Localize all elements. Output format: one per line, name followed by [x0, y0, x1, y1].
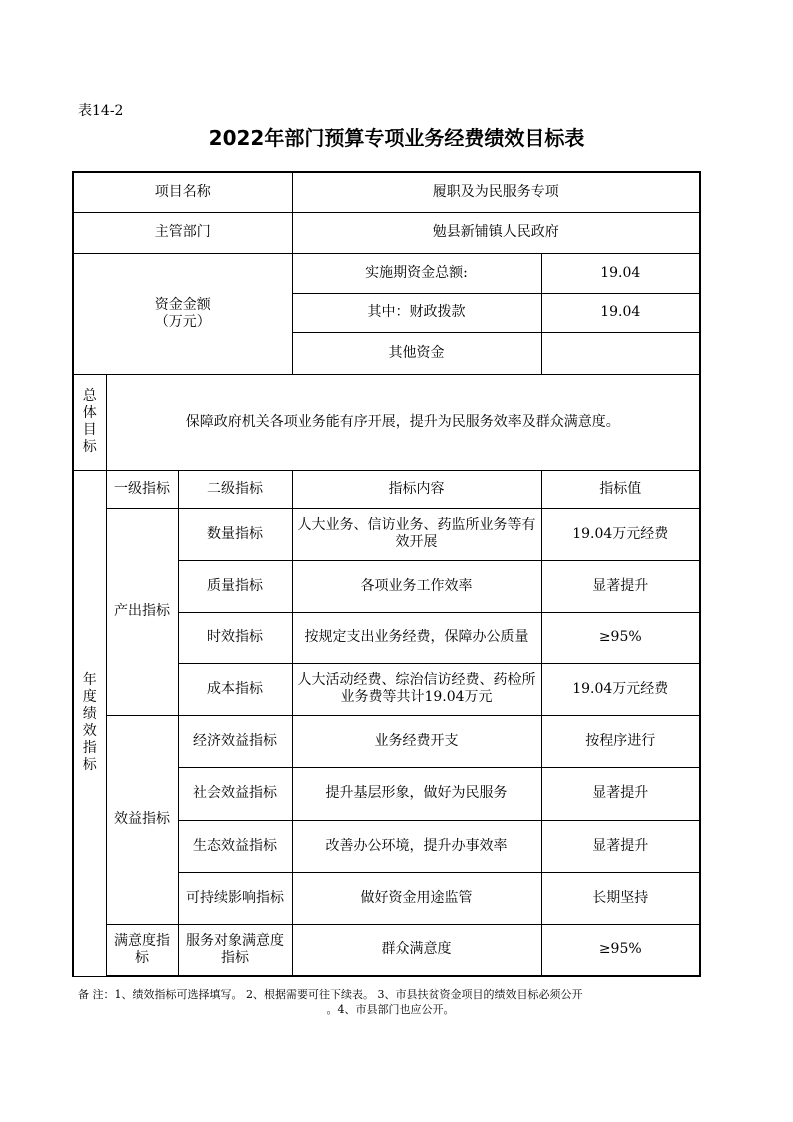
- funds-other-label: 其他资金: [292, 332, 541, 374]
- indicator-header-row: [73, 470, 700, 508]
- funds-total-row: [73, 253, 700, 293]
- content-cell: 改善办公环境，提升办事效率: [292, 820, 541, 872]
- project-name-row: [73, 172, 700, 212]
- level2-cell: 数量指标: [178, 508, 292, 560]
- value-cell: 显著提升: [541, 767, 700, 820]
- dept-row: [73, 212, 700, 253]
- content-cell: 人大业务、信访业务、药监所业务等有效开展: [292, 508, 541, 560]
- funds-fiscal-label: 其中：财政拨款: [292, 293, 541, 332]
- goal-row: [73, 374, 700, 470]
- funds-other-value: [541, 332, 700, 374]
- performance-table: [72, 171, 701, 977]
- value-cell: 显著提升: [541, 560, 700, 612]
- benefit-row-economic: [73, 715, 700, 767]
- dept-label: 主管部门: [73, 212, 292, 253]
- value-cell: ≥95%: [541, 612, 700, 663]
- funds-total-value: 19.04: [541, 253, 700, 293]
- satisfaction-indicator-label: 满意度指标: [106, 924, 178, 976]
- funds-fiscal-value: 19.04: [541, 293, 700, 332]
- funds-label-line1: 资金金额: [154, 296, 211, 313]
- level2-cell: 社会效益指标: [178, 767, 292, 820]
- footnote: [78, 987, 703, 1017]
- footnote-line1: 备 注：1、绩效指标可选择填写。 2、根据需要可往下续表。 3、市县扶贫资金项目的绩效目标必须公开: [78, 988, 583, 1001]
- value-cell: 显著提升: [541, 820, 700, 872]
- content-cell: 按规定支出业务经费，保障办公质量: [292, 612, 541, 663]
- funds-total-label: 实施期资金总额:: [292, 253, 541, 293]
- header-value: 指标值: [541, 470, 700, 508]
- project-name-value: 履职及为民服务专项: [292, 172, 700, 212]
- level2-cell: 可持续影响指标: [178, 872, 292, 924]
- dept-value: 勉县新铺镇人民政府: [292, 212, 700, 253]
- funds-label-line2: （万元）: [154, 313, 211, 330]
- content-cell: 群众满意度: [292, 924, 541, 976]
- level2-cell: 经济效益指标: [178, 715, 292, 767]
- value-cell: 按程序进行: [541, 715, 700, 767]
- satisfaction-row: [73, 924, 700, 976]
- level2-cell: 时效指标: [178, 612, 292, 663]
- header-level1: 一级指标: [106, 470, 178, 508]
- level2-cell: 服务对象满意度指标: [178, 924, 292, 976]
- level2-cell: 生态效益指标: [178, 820, 292, 872]
- goal-text: 保障政府机关各项业务能有序开展，提升为民服务效率及群众满意度。: [106, 374, 700, 470]
- value-cell: 长期坚持: [541, 872, 700, 924]
- goal-label: 总体目标: [73, 374, 106, 470]
- level2-cell: 成本指标: [178, 663, 292, 715]
- output-row-quantity: [73, 508, 700, 560]
- content-cell: 提升基层形象，做好为民服务: [292, 767, 541, 820]
- content-cell: 做好资金用途监管: [292, 872, 541, 924]
- benefit-indicator-label: 效益指标: [106, 715, 178, 924]
- content-cell: 业务经费开支: [292, 715, 541, 767]
- funds-label: [73, 253, 292, 374]
- output-indicator-label: 产出指标: [106, 508, 178, 715]
- level2-cell: 质量指标: [178, 560, 292, 612]
- page-title: 2022年部门预算专项业务经费绩效目标表: [208, 126, 585, 150]
- header-content: 指标内容: [292, 470, 541, 508]
- value-cell: 19.04万元经费: [541, 508, 700, 560]
- table-number: 表14-2: [78, 103, 124, 119]
- content-cell: 各项业务工作效率: [292, 560, 541, 612]
- value-cell: ≥95%: [541, 924, 700, 976]
- content-cell: 人大活动经费、综治信访经费、药检所业务费等共计19.04万元: [292, 663, 541, 715]
- annual-indicators-label: 年度绩效指标: [73, 470, 106, 976]
- footnote-line2: 。4、市县部门也应公开。: [326, 1003, 455, 1016]
- value-cell: 19.04万元经费: [541, 663, 700, 715]
- project-name-label: 项目名称: [73, 172, 292, 212]
- header-level2: 二级指标: [178, 470, 292, 508]
